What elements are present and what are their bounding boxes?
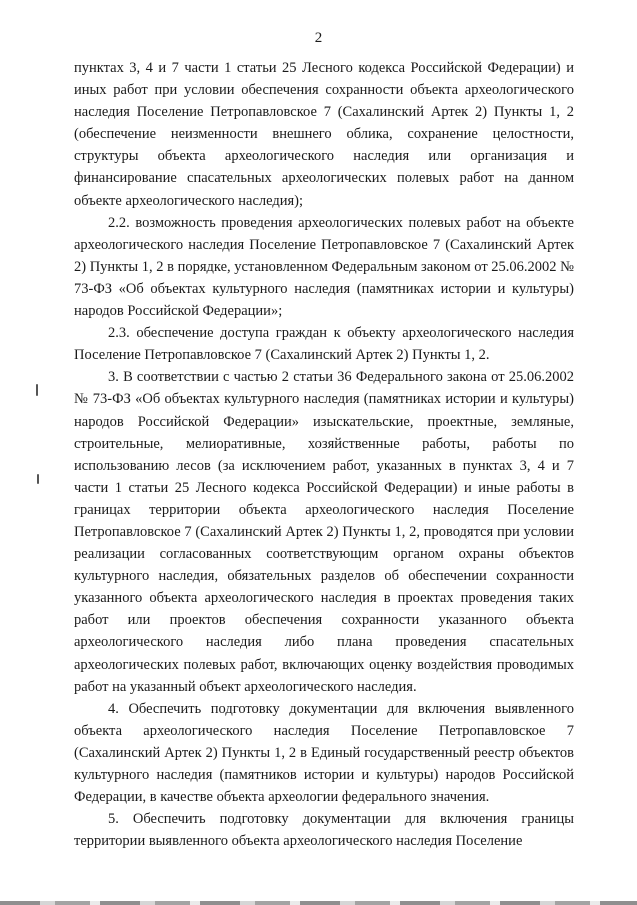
paragraph-3: 3. В соответствии с частью 2 статьи 36 Федерального закона от 25.06.2002 № 73-ФЗ «Об объектах культурного наследия (памятниках истории и культуры) народов Российской Федерации» изыскательские, проектные, земляные, строительные, мелиоративные, хозяйственные работы, работы по использованию лесов (за исключением работ, указанных в пунктах 3, 4 и 7 части 1 статьи 25 Лесного кодекса Российской Федерации) и иные работы в границах территории объекта археологического наследия Поселение Петропавловское 7 (Сахалинский Артек 2) Пункты 1, 2, проводятся при условии реализации согласованных соответствующим органом охраны объектов культурного наследия, обязательных разделов об обеспечении сохранности указанного объекта археологического наследия в проектах проведения таких работ или проектов обеспечения сохранности указанного объекта археологического наследия либо плана проведения спасательных археологических полевых работ, включающих оценку воздействия проводимых работ на указанный объект археологического наследия. xyxy=(74,369,574,695)
page-number: 2 xyxy=(314,30,323,46)
scan-bottom-edge xyxy=(0,901,637,905)
paragraph-4: 4. Обеспечить подготовку документации для включения выявленного объекта археологического наследия Поселение Петропавловское 7 (Сахалинский Артек 2) Пункты 1, 2 в Единый государственный реестр объектов культурного наследия (памятников истории и культуры) народов Российской Федерации, в качестве объекта археологии федерального значения. xyxy=(74,700,574,806)
margin-scan-mark-lower xyxy=(37,474,39,484)
document-body xyxy=(74,57,574,852)
paragraph-continuation: пунктах 3, 4 и 7 части 1 статьи 25 Лесного кодекса Российской Федерации) и иных работ при условии обеспечения сохранности объекта археологического наследия Поселение Петропавловское 7 (Сахалинский Артек 2) Пункты 1, 2 (обеспечение неизменности внешнего облика, сохранение целостности, структуры объекта археологического наследия или организация и финансирование спасательных археологических полевых работ на данном объекте археологического наследия); xyxy=(74,60,574,209)
margin-scan-mark-upper xyxy=(36,384,38,396)
paragraph-2-2: 2.2. возможность проведения археологических полевых работ на объекте археологического наследия Поселение Петропавловское 7 (Сахалинский Артек 2) Пункты 1, 2 в порядке, установленном Федеральным законом от 25.06.2002 № 73-ФЗ «Об объектах культурного наследия (памятниках истории и культуры) народов Российской Федерации»; xyxy=(74,214,574,320)
paragraph-5: 5. Обеспечить подготовку документации для включения границы территории выявленного объекта археологического наследия Поселение xyxy=(74,811,574,850)
paragraph-2-3: 2.3. обеспечение доступа граждан к объекту археологического наследия Поселение Петропавловское 7 (Сахалинский Артек 2) Пункты 1, 2. xyxy=(74,325,574,364)
